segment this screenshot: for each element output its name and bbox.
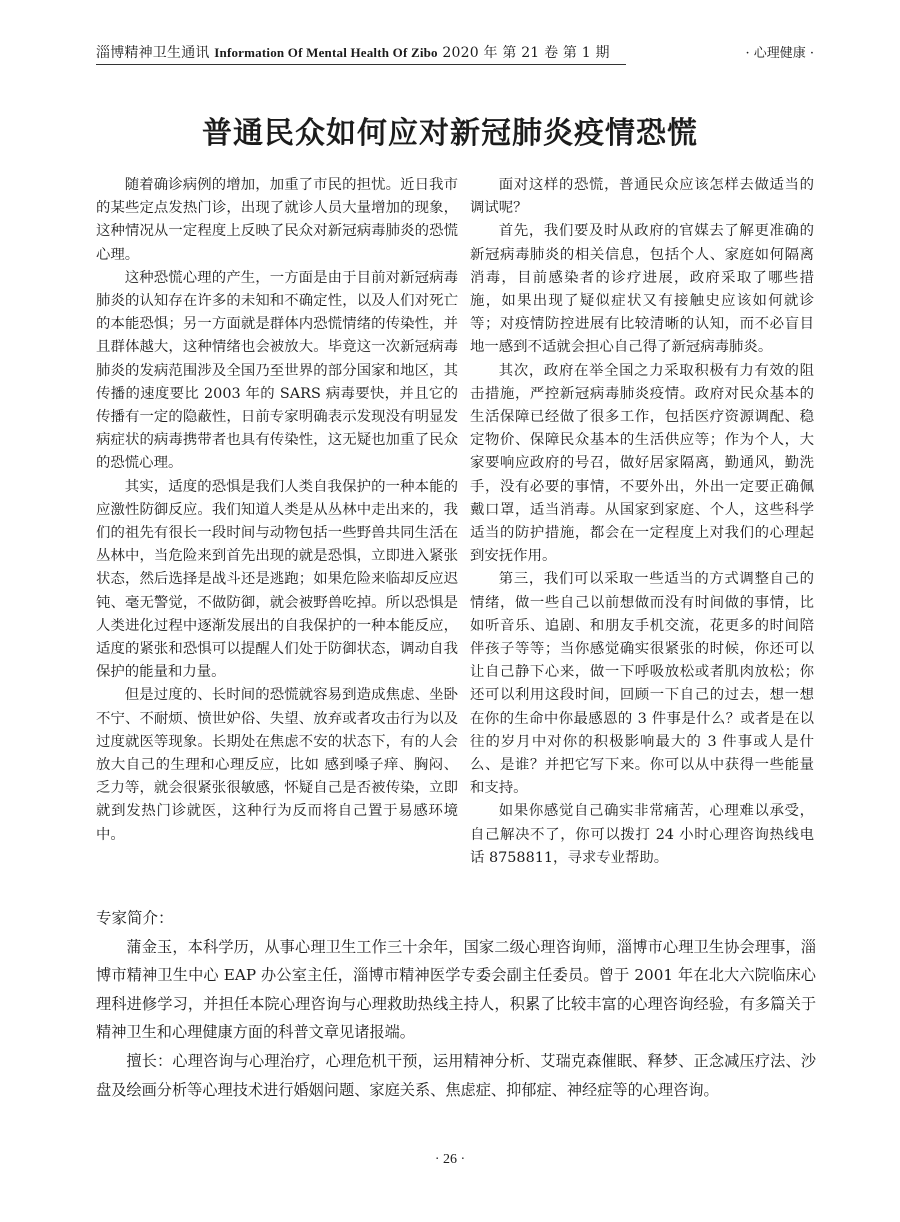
paragraph: 其次，政府在举全国之力采取积极有力有效的阻击措施，严控新冠病毒肺炎疫情。政府对民众基本的生活保障已经做了很多工作，包括医疗资源调配、稳定物价、保障民众基本的生活供应等；作为个人，大家要响应政府的号召，做好居家隔离，勤通风，勤洗手，没有必要的事情，不要外出，外出一定要正确佩戴口罩，适当消毒。从国家到家庭、个人，这些科学适当的防护措施，都会在一定程度上对我们的心理起到安抚作用。	[470, 362, 814, 565]
right-column	[470, 174, 814, 870]
paragraph: 其实，适度的恐惧是我们人类自我保护的一种本能的应激性防御反应。我们知道人类是从丛林中走出来的，我们的祖先有很长一段时间与动物包括一些野兽共同生活在丛林中，当危险来到首先出现的就是恐惧，立即进入紧张状态，然后选择是战斗还是逃跑；如果危险来临却反应迟钝、毫无警觉，不做防御，就会被野兽吃掉。所以恐惧是人类进化过程中逐渐发展出的自我保护的一种本能反应，适度的紧张和恐惧可以提醒人们处于防御状态，调动自我保护的能量和力量。	[96, 478, 458, 681]
paragraph: 第三，我们可以采取一些适当的方式调整自己的情绪，做一些自己以前想做而没有时间做的事情，比如听音乐、追剧、和朋友手机交流，花更多的时间陪伴孩子等等；当你感觉确实很紧张的时候，你还可以让自己静下心来，做一下呼吸放松或者肌肉放松；你还可以利用这段时间，回顾一下自己的过去，想一想在你的生命中你最感恩的 3 件事是什么？或者是在以往的岁月中对你的积极影响最大的 3 件事或人是什么、是谁？并把它写下来。你可以从中获得一些能量和支持。	[470, 571, 814, 797]
page-number: · 26 ·	[434, 1152, 466, 1167]
paragraph: 随着确诊病例的增加，加重了市民的担忧。近日我市的某些定点发热门诊，出现了就诊人员大量增加的现象，这种情况从一定程度上反映了民众对新冠病毒肺炎的恐慌心理。	[96, 177, 458, 263]
header-rule	[96, 64, 626, 65]
article-title: 普通民众如何应对新冠肺炎疫情恐慌	[202, 116, 698, 151]
paragraph: 面对这样的恐慌，普通民众应该怎样去做适当的调试呢？	[470, 177, 814, 217]
issue-info: 2020 年 第 21 卷 第 1 期	[442, 45, 610, 61]
paragraph: 首先，我们要及时从政府的官媒去了解更准确的新冠病毒肺炎的相关信息，包括个人、家庭如何隔离消毒，目前感染者的诊疗进展，政府采取了哪些措施，如果出现了疑似症状又有接触史应该如何就诊等；对疫情防控进展有比较清晰的认知，而不必盲目地一感到不适就会担心自己得了新冠病毒肺炎。	[470, 223, 814, 356]
expert-specialty: 擅长：心理咨询与心理治疗，心理危机干预，运用精神分析、艾瑞克森催眠、释梦、正念减压疗法、沙盘及绘画分析等心理技术进行婚姻问题、家庭关系、焦虑症、抑郁症、神经症等的心理咨询。	[96, 1051, 816, 1099]
left-column	[96, 174, 458, 847]
expert-heading: 专家简介：	[96, 909, 174, 927]
expert-bio: 蒲金玉，本科学历，从事心理卫生工作三十余年，国家二级心理咨询师，淄博市心理卫生协会理事，淄博市精神卫生中心 EAP 办公室主任，淄博市精神医学专委会副主任委员。曾于 2001 年在北大六院临床心理科进修学习，并担任本院心理咨询与心理救助热线主持人，积累了比较丰富的心理咨询经验，有多篇关于精神卫生和心理健康方面的科普文章见诸报端。	[96, 937, 816, 1042]
journal-line	[96, 42, 610, 62]
running-header	[96, 42, 814, 68]
section-label: · 心理健康 ·	[745, 46, 814, 61]
journal-name-en: Information Of Mental Health Of Zibo	[214, 45, 438, 60]
paragraph: 但是过度的、长时间的恐慌就容易到造成焦虑、坐卧不宁、不耐烦、愤世妒俗、失望、放弃或者攻击行为以及过度就医等现象。长期处在焦虑不安的状态下，有的人会放大自己的生理和心理反应，比如 感到嗓子痒、胸闷、乏力等，就会很紧张很敏感，怀疑自己是否被传染，立即就到发热门诊就医，这种行为反而将自己置于易感环境中。	[96, 687, 458, 843]
paragraph: 如果你感觉自己确实非常痛苦，心理难以承受，自己解决不了，你可以拨打 24 小时心理咨询热线电话 8758811，寻求专业帮助。	[470, 803, 814, 866]
expert-section	[96, 904, 816, 1104]
paragraph: 这种恐慌心理的产生，一方面是由于目前对新冠病毒肺炎的认知存在许多的未知和不确定性，以及人们对死亡的本能恐惧；另一方面就是群体内恐慌情绪的传染性，并且群体越大，这种情绪也会被放大。毕竟这一次新冠病毒肺炎的发病范围涉及全国乃至世界的部分国家和地区，其传播的速度要比 2003 年的 SARS 病毒要快，并且它的传播有一定的隐蔽性，日前专家明确表示发现没有明显发病症状的病毒携带者也具有传染性，这无疑也加重了民众的恐慌心理。	[96, 269, 458, 472]
journal-name-cn: 淄博精神卫生通讯	[96, 45, 210, 61]
